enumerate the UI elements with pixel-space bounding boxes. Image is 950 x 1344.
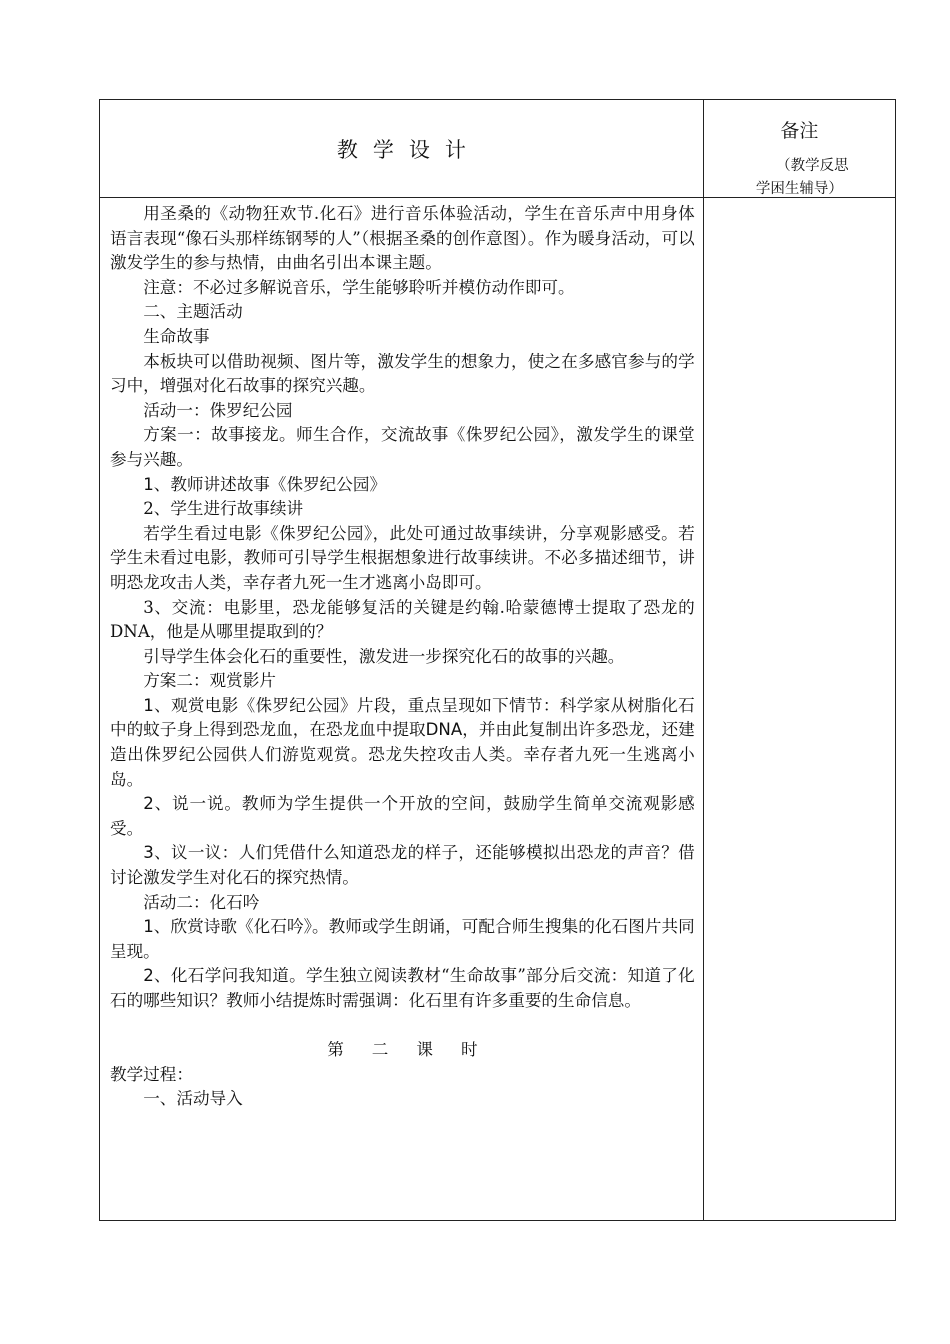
plan-two-heading: 方案二：观赏影片 — [143, 671, 276, 691]
notes-header-cell — [703, 100, 895, 198]
notes-header-title: 备注 — [780, 120, 819, 142]
plan-two-step-2 — [110, 792, 695, 841]
plan-one-paragraph: 方案一：故事接龙。师生合作，交流故事《侏罗纪公园》，激发学生的课堂参与兴趣。 — [110, 425, 695, 469]
plan-one-step-1 — [110, 473, 695, 498]
step-text-b: ，并由此复制出许多恐龙，还建造出侏罗纪公园供人们游览观赏。恐龙失控攻击人类。幸存者九死一生逃离小岛。 — [110, 720, 695, 789]
design-header-title: 教学设计 — [336, 137, 481, 162]
activity-one-heading: 活动一：侏罗纪公园 — [143, 400, 293, 420]
section-heading-main-activity: 二、主题活动 — [143, 302, 243, 322]
notes-subtitle-line-1: （教学反思 — [776, 158, 849, 174]
notes-subtitle-line-2: 学困生辅导） — [755, 181, 843, 197]
plan-one-step-3: 3、交流：电影里，恐龙能够复活的关键是约翰.哈蒙德博士提取了恐龙的DNA，他是从哪里提取到的？ — [110, 597, 695, 642]
activity-two-heading: 活动二：化石吟 — [143, 892, 260, 912]
paragraph-life-story-intro: 本板块可以借助视频、图片等，激发学生的想象力，使之在多感官参与的学习中，增强对化石故事的探究兴趣。 — [110, 351, 695, 396]
step-text: 、欣赏诗歌《化石吟》。教师或学生朗诵，可配合师生搜集的化石图片共同呈现。 — [110, 917, 695, 961]
body-row — [100, 198, 896, 1221]
header-row — [100, 100, 896, 198]
activity-two-step-2 — [110, 964, 695, 1013]
plan-one-guidance: 引导学生体会化石的重要性，激发进一步探究化石的故事的兴趣。 — [143, 646, 625, 666]
step-number: 1 — [143, 474, 154, 494]
paragraph-warmup: 用圣桑的《动物狂欢节.化石》进行音乐体验活动，学生在音乐声中用身体语言表现“像石头那样练钢琴的人”（根据圣桑的创作意图）。作为暖身活动，可以激发学生的参与热情，由曲名引出本课主题。 — [110, 204, 695, 273]
teaching-process-label: 教学过程： — [110, 1064, 193, 1084]
plan-two-step-1 — [110, 694, 695, 792]
subheading-life-story: 生命故事 — [143, 326, 210, 346]
section-heading-intro: 一、活动导入 — [143, 1089, 243, 1109]
plan-two-step-3 — [110, 841, 695, 890]
step-number: 1 — [143, 917, 154, 937]
step-number: 2 — [143, 966, 154, 986]
step-number: 2 — [143, 794, 154, 814]
step-number: 1 — [143, 695, 154, 715]
activity-two-step-1 — [110, 915, 695, 964]
dna-term: DNA — [425, 720, 463, 740]
step-text: 、说一说。教师为学生提供一个开放的空间，鼓励学生简单交流观影感受。 — [110, 794, 695, 838]
paragraph-note: 注意：不必过多解说音乐，学生能够聆听并模仿动作即可。 — [143, 277, 575, 297]
step-number: 3 — [143, 843, 154, 863]
plan-one-step-2-detail: 若学生看过电影《侏罗纪公园》，此处可通过故事续讲，分享观影感受。若学生未看过电影，教师可引导学生根据想象进行故事续讲。不必多描述细节，讲明恐龙攻击人类，幸存者九死一生才逃离小岛即可。 — [110, 523, 695, 592]
lesson-plan-table — [99, 99, 896, 1221]
step-text: 、化石学问我知道。学生独立阅读教材“生命故事”部分后交流：知道了化石的哪些知识？教师小结提炼时需强调：化石里有许多重要的生命信息。 — [110, 966, 695, 1010]
plan-one-step-2: 2、学生进行故事续讲 — [143, 499, 304, 519]
notes-content-cell — [703, 198, 895, 1221]
step-text: 、议一议：人们凭借什么知道恐龙的样子，还能够模拟出恐龙的声音？借讨论激发学生对化石的探究热情。 — [110, 843, 695, 888]
design-header-cell — [100, 100, 704, 198]
step-text-a: 、观赏电影《侏罗纪公园》片段，重点呈现如下情节：科学家从树脂化石中的蚊子身上得到恐龙血，在恐龙血中提取 — [110, 695, 695, 740]
notes-header-subtitle — [704, 155, 895, 201]
step-text: 、教师讲述故事《侏罗纪公园》 — [153, 474, 387, 494]
blank-line — [110, 1014, 695, 1039]
lesson-two-title: 第二课时 — [327, 1040, 506, 1060]
design-content-cell — [100, 198, 704, 1221]
